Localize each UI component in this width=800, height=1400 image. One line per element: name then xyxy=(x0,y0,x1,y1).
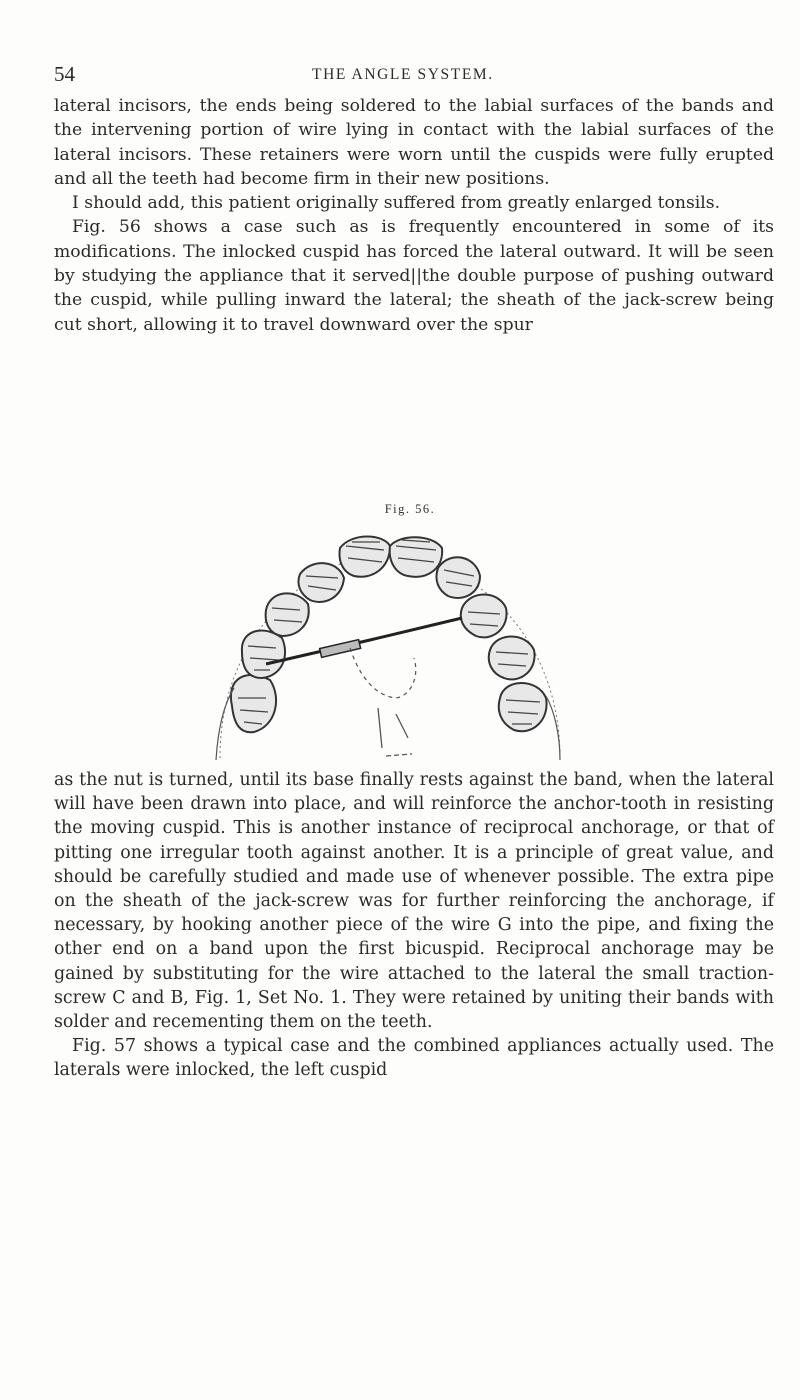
tooth-icon xyxy=(461,595,507,638)
tooth-icon xyxy=(266,593,309,636)
paragraph: as the nut is turned, until its base finally rests against the band, when the lateral will have been drawn into place, and will reinforce the anchor-tooth in resisting the moving cuspid. This is another instance of reciprocal anchorage, or that of pitting one irregular tooth against another. It is a principle of great value, and should be carefully studied and made use of whenever possible. The extra pipe on the sheath of the jack-screw was for further reinforcing the anchorage, if necessary, by hooking another piece of the wire G into the pipe, and fixing the other end on a band upon the first bicuspid. Reciprocal anchorage may be gained by substituting for the wire attached to the lateral the small traction-screw C and B, Fig. 1, Set No. 1. They were retained by uniting their bands with solder and recementing them on the teeth. xyxy=(54,770,774,1033)
page-number: 54 xyxy=(54,62,75,86)
tooth-icon xyxy=(489,637,535,680)
jack-screw-sheath xyxy=(320,640,361,658)
paragraph: I should add, this patient originally suffered from greatly enlarged tonsils. xyxy=(72,193,721,214)
body-text-top xyxy=(54,94,774,337)
tooth-icon xyxy=(436,557,480,598)
paragraph: lateral incisors, the ends being soldered to the labial surfaces of the bands and the intervening portion of wire lying in contact with the labial surfaces of the lateral incisors. These retainers were worn until the cuspids were fully erupted and all the teeth had become firm in their new positions. xyxy=(54,96,774,189)
tooth-icon xyxy=(242,630,285,678)
tooth-icon xyxy=(390,537,442,577)
tooth-icon xyxy=(340,537,390,577)
body-text-bottom xyxy=(54,768,774,1083)
tooth-icon xyxy=(231,675,276,732)
running-head xyxy=(54,62,774,92)
tooth-icon xyxy=(499,683,547,731)
figure-56 xyxy=(200,502,620,764)
dental-arch-illustration xyxy=(200,528,620,764)
tooth-icon xyxy=(298,563,344,602)
paragraph: Fig. 56 shows a case such as is frequently encountered in some of its modifications. The inlocked cuspid has forced the lateral outward. It will be seen by studying the appliance that it served||the double purpose of pushing outward the cuspid, while pulling inward the lateral; the sheath of the jack-screw being cut short, allowing it to travel downward over the spur xyxy=(54,217,774,335)
figure-caption: Fig. 56. xyxy=(384,502,436,516)
running-head-title: THE ANGLE SYSTEM. xyxy=(312,66,494,83)
paragraph: Fig. 57 shows a typical case and the combined appliances actually used. The laterals were inlocked, the left cuspid xyxy=(54,1036,774,1081)
